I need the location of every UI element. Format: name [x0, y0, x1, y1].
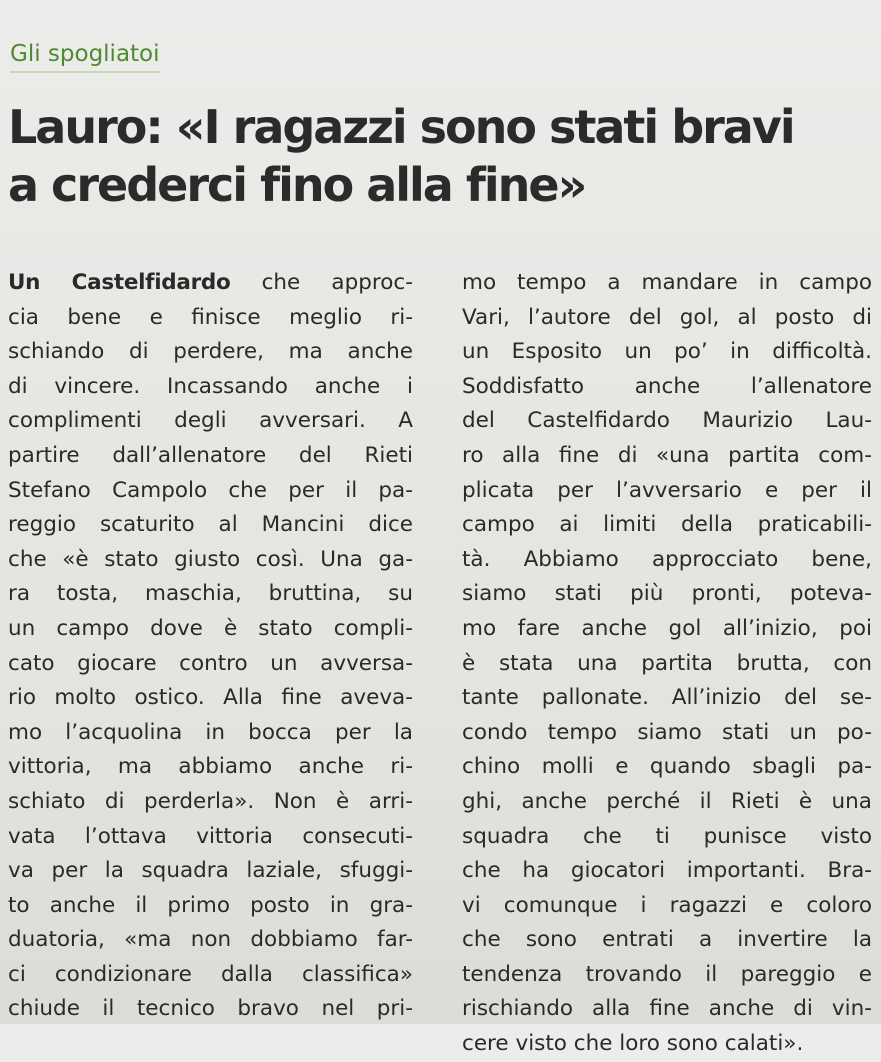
body-line: squadra che ti punisce visto [462, 823, 872, 849]
body-line: tendenza trovando il pareggio e [462, 961, 872, 987]
body-line [8, 266, 413, 301]
body-line: partire dall’allenatore del Rieti [8, 442, 413, 468]
body-line: Soddisfatto anche l’allenatore [462, 373, 872, 399]
body-line: reggio scaturito al Mancini dice [8, 512, 413, 538]
body-line: siamo stati più pronti, poteva- [462, 581, 872, 607]
body-line: campo ai limiti della praticabili- [462, 512, 872, 538]
body-line: che sono entrati a invertire la [462, 927, 872, 953]
body-line: schiando di perdere, ma anche [8, 339, 413, 365]
body-line: che «è stato giusto così. Una ga- [8, 546, 413, 572]
headline [8, 98, 878, 214]
body-line: duatoria, «ma non dobbiamo far- [8, 927, 413, 953]
body-line: tante pallonate. All’inizio del se- [462, 685, 872, 711]
body-line: mo tempo a mandare in campo [462, 270, 872, 295]
body-line: mo fare anche gol all’inizio, poi [462, 615, 872, 641]
body-line: cere visto che loro sono calati». [462, 1031, 804, 1057]
body-line: plicata per l’avversario e per il [462, 477, 872, 503]
body-line: Stefano Campolo che per il pa- [8, 477, 413, 503]
body-line: vata l’ottava vittoria consecuti- [8, 823, 413, 849]
body-line: vittoria, ma abbiamo anche ri- [8, 754, 413, 780]
body-line: chino molli e quando sbagli pa- [462, 754, 872, 780]
body-line: ro alla fine di «una partita com- [462, 442, 872, 468]
body-line: un Esposito un po’ in difficoltà. [462, 339, 872, 365]
body-line: rischiando alla fine anche di vin- [462, 996, 872, 1022]
kicker-label: Gli spogliatoi [10, 40, 160, 73]
body-line: ra tosta, maschia, bruttina, su [8, 581, 413, 607]
body-line: va per la squadra laziale, sfuggi- [8, 858, 413, 884]
body-line: ci condizionare dalla classifica» [8, 961, 413, 987]
body-line: vi comunque i ragazzi e coloro [462, 892, 872, 918]
body-line: schiato di perderla». Non è arri- [8, 788, 413, 814]
body-line: del Castelfidardo Maurizio Lau- [462, 408, 872, 434]
body-line: di vincere. Incassando anche i [8, 373, 413, 399]
body-line: Vari, l’autore del gol, al posto di [462, 304, 872, 330]
body-line: un campo dove è stato compli- [8, 615, 413, 641]
body-line: to anche il primo posto in gra- [8, 892, 413, 918]
body-line: complimenti degli avversari. A [8, 408, 413, 434]
body-line: condo tempo siamo stati un po- [462, 719, 872, 745]
headline-line-2: a crederci fino alla fine» [8, 158, 586, 212]
body-line: mo l’acquolina in bocca per la [8, 719, 413, 745]
body-line: è stata una partita brutta, con [462, 650, 872, 676]
body-line: tà. Abbiamo approcciato bene, [462, 546, 872, 572]
headline-line-1: Lauro: «I ragazzi sono stati bravi [8, 100, 794, 154]
article-column-right [462, 266, 872, 1062]
body-line: cia bene e finisce meglio ri- [8, 304, 413, 330]
lead-rest: che approc- [230, 270, 413, 295]
section-kicker [10, 40, 160, 73]
body-line: chiude il tecnico bravo nel pri- [8, 996, 413, 1022]
body-line: rio molto ostico. Alla fine aveva- [8, 685, 413, 711]
lead-in: Un Castelfidardo [8, 270, 231, 295]
body-line: ghi, anche perché il Rieti è una [462, 788, 872, 814]
article-column-left [8, 266, 413, 1027]
body-line: cato giocare contro un avversa- [8, 650, 413, 676]
body-line: che ha giocatori importanti. Bra- [462, 858, 872, 884]
